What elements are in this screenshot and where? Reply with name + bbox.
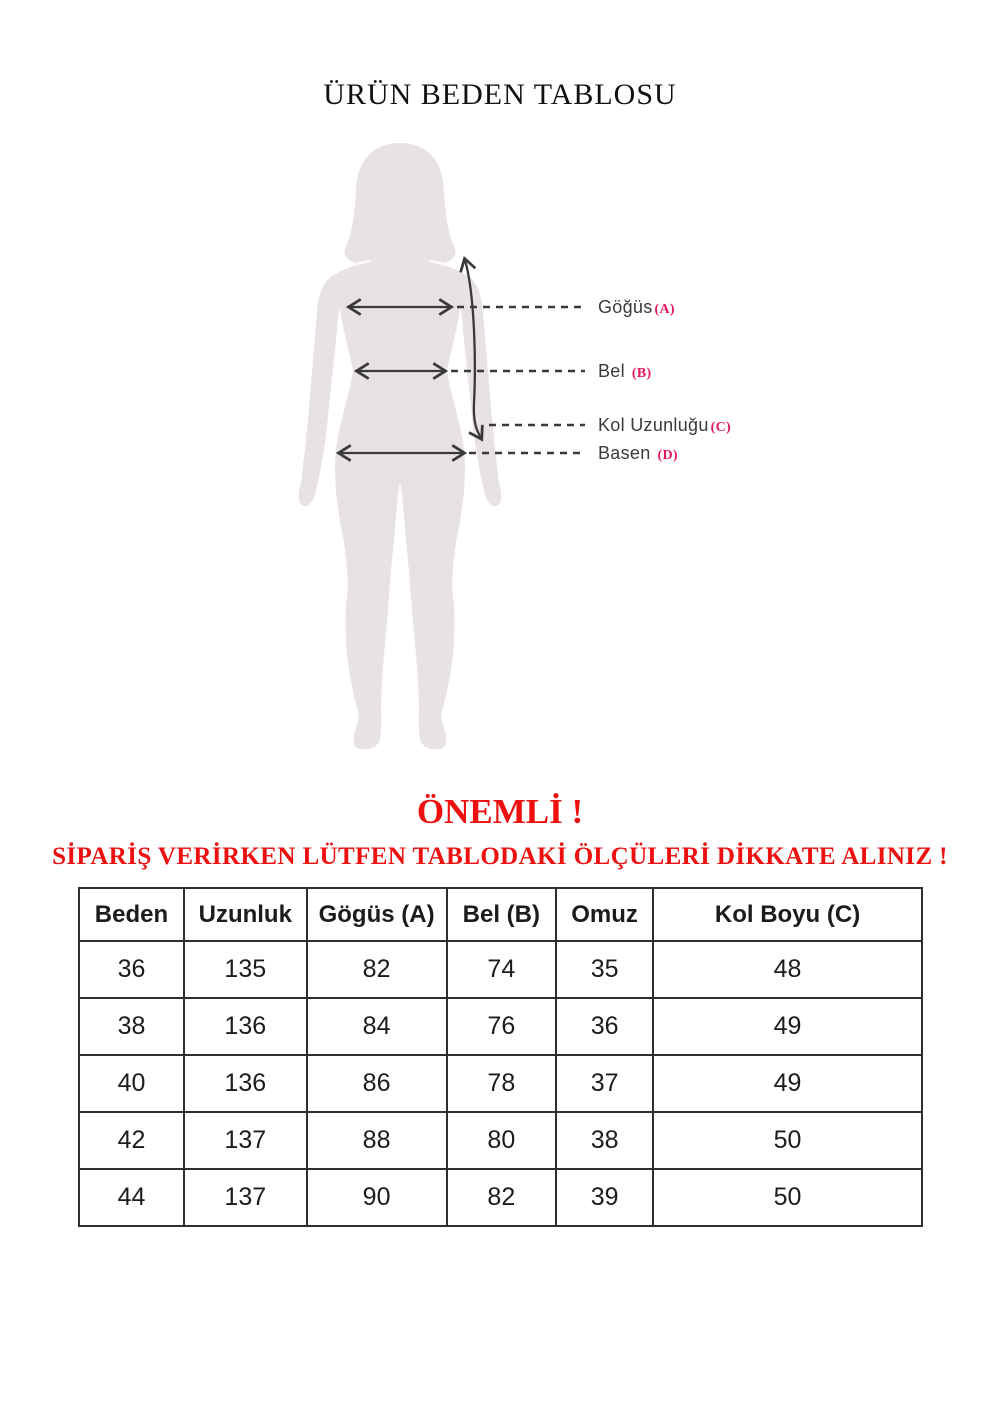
- table-cell: 74: [447, 941, 557, 998]
- chest-label-code: (A): [654, 302, 675, 317]
- table-cell: 42: [79, 1112, 184, 1169]
- table-row: [79, 1169, 922, 1226]
- arm-length-label-text: Kol Uzunluğu: [598, 415, 709, 435]
- table-cell: 50: [653, 1169, 922, 1226]
- page-title: ÜRÜN BEDEN TABLOSU: [323, 78, 677, 111]
- order-warning-text: SİPARİŞ VERİRKEN LÜTFEN TABLODAKİ ÖLÇÜLERİ DİKKATE ALINIZ !: [52, 843, 948, 870]
- female-silhouette: [299, 143, 502, 749]
- table-cell: 38: [79, 998, 184, 1055]
- chest-label-text: Göğüs: [598, 297, 653, 317]
- table-cell: 137: [184, 1112, 307, 1169]
- arm-length-label-code: (C): [710, 420, 732, 435]
- header-bel: Bel (B): [447, 888, 557, 941]
- table-cell: 48: [653, 941, 922, 998]
- header-omuz: Omuz: [556, 888, 653, 941]
- header-gogus: Gögüs (A): [307, 888, 447, 941]
- header-beden: Beden: [79, 888, 184, 941]
- table-cell: 44: [79, 1169, 184, 1226]
- table-cell: 50: [653, 1112, 922, 1169]
- table-cell: 135: [184, 941, 307, 998]
- table-cell: 86: [307, 1055, 447, 1112]
- table-row: [79, 941, 922, 998]
- table-cell: 82: [447, 1169, 557, 1226]
- table-cell: 137: [184, 1169, 307, 1226]
- table-row: [79, 998, 922, 1055]
- size-table-header-row: [79, 888, 922, 941]
- table-row: [79, 1112, 922, 1169]
- table-cell: 136: [184, 998, 307, 1055]
- table-row: [79, 1055, 922, 1112]
- chest-label: [598, 297, 675, 320]
- table-cell: 82: [307, 941, 447, 998]
- silhouette-torso-legs: [331, 227, 469, 749]
- hip-label-code: (D): [657, 448, 678, 463]
- table-cell: 84: [307, 998, 447, 1055]
- header-kol-boyu: Kol Boyu (C): [653, 888, 922, 941]
- hip-label: [598, 443, 678, 466]
- table-cell: 37: [556, 1055, 653, 1112]
- waist-label-code: (B): [631, 366, 652, 381]
- table-cell: 90: [307, 1169, 447, 1226]
- table-cell: 40: [79, 1055, 184, 1112]
- table-cell: 39: [556, 1169, 653, 1226]
- table-cell: 49: [653, 1055, 922, 1112]
- table-cell: 80: [447, 1112, 557, 1169]
- size-table: [78, 887, 923, 1227]
- table-cell: 136: [184, 1055, 307, 1112]
- table-cell: 76: [447, 998, 557, 1055]
- waist-label-text: Bel: [598, 361, 625, 381]
- important-heading: ÖNEMLİ !: [416, 792, 584, 831]
- table-cell: 36: [556, 998, 653, 1055]
- table-cell: 78: [447, 1055, 557, 1112]
- waist-label: [598, 361, 651, 384]
- arm-length-label: [598, 415, 731, 438]
- table-cell: 35: [556, 941, 653, 998]
- table-cell: 36: [79, 941, 184, 998]
- table-cell: 38: [556, 1112, 653, 1169]
- hip-label-text: Basen: [598, 443, 651, 463]
- header-uzunluk: Uzunluk: [184, 888, 307, 941]
- table-cell: 88: [307, 1112, 447, 1169]
- table-cell: 49: [653, 998, 922, 1055]
